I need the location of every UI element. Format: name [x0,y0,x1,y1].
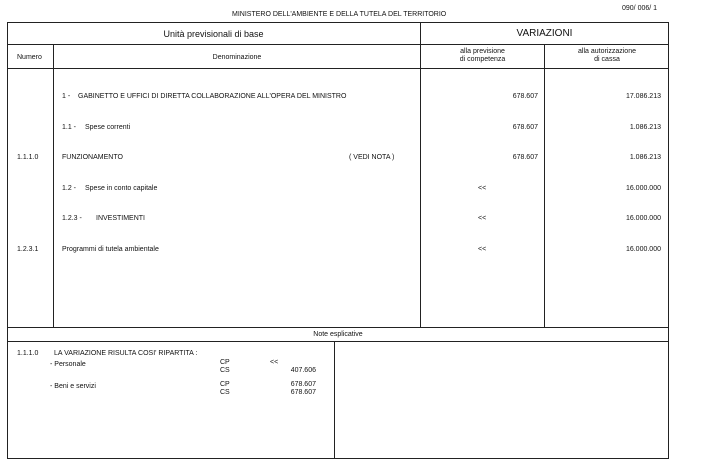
budget-table [7,22,669,459]
divider [544,44,545,327]
divider [7,44,669,45]
notes-cs-value: 678.607 [290,389,316,396]
row-previsione: << [478,246,487,253]
row-label: Programmi di tutela ambientale [62,246,159,253]
divider [420,22,421,327]
row-label: Spese in conto capitale [85,185,158,192]
row-cassa: 1.086.213 [629,124,661,131]
notes-item-label: - Personale [50,361,86,368]
row-previsione: 678.607 [512,124,538,131]
row-code: 1 - [62,93,71,100]
notes-cp-label: CP [220,381,230,388]
notes-title: Note esplicative [313,331,363,338]
divider [7,341,669,342]
notes-item-label: - Beni e servizi [50,383,96,390]
notes-intro: LA VARIAZIONE RISULTA COSI' RIPARTITA : [54,350,198,357]
group-header-unita: Unità previsionali di base [163,29,264,39]
notes-cp-label: CP [220,359,230,366]
row-cassa: 17.086.213 [625,93,661,100]
row-code: 1.2 - [62,185,77,192]
column-header-previsione: alla previsione di competenza [459,48,506,63]
notes-cs-label: CS [220,389,230,396]
row-cassa: 16.000.000 [625,185,661,192]
row-label: INVESTIMENTI [96,215,146,222]
row-numero: 1.2.3.1 [17,246,39,253]
divider [7,327,669,328]
row-previsione: 678.607 [512,154,538,161]
divider [53,44,54,327]
row-cassa: 16.000.000 [625,246,661,253]
notes-cs-value: 407.606 [290,367,316,374]
row-note: ( VEDI NOTA ) [349,154,395,161]
row-numero: 1.1.1.0 [17,154,39,161]
row-label: GABINETTO E UFFICI DI DIRETTA COLLABORAZIONE ALL'OPERA DEL MINISTRO [78,93,347,100]
row-label: FUNZIONAMENTO [62,154,123,161]
notes-cp-value: << [270,359,279,366]
divider [334,341,335,459]
group-header-variazioni: VARIAZIONI [516,28,573,39]
notes-cs-label: CS [220,367,230,374]
row-code: 1.2.3 - [62,215,82,222]
row-code: 1.1 - [62,124,77,131]
row-cassa: 1.086.213 [629,154,661,161]
column-header-autorizzazione: alla autorizzazione di cassa [578,48,636,63]
row-cassa: 16.000.000 [625,215,661,222]
notes-cp-value: 678.607 [290,381,316,388]
row-previsione: << [478,185,487,192]
page-code: 090/ 006/ 1 [622,5,658,12]
divider [7,68,669,69]
row-previsione: << [478,215,487,222]
column-header-denominazione: Denominazione [212,54,262,61]
column-header-numero: Numero [17,54,42,61]
row-label: Spese correnti [85,124,131,131]
row-previsione: 678.607 [512,93,538,100]
notes-ref: 1.1.1.0 [17,350,39,357]
ministry-title: MINISTERO DELL'AMBIENTE E DELLA TUTELA DEL TERRITORIO [232,11,447,18]
